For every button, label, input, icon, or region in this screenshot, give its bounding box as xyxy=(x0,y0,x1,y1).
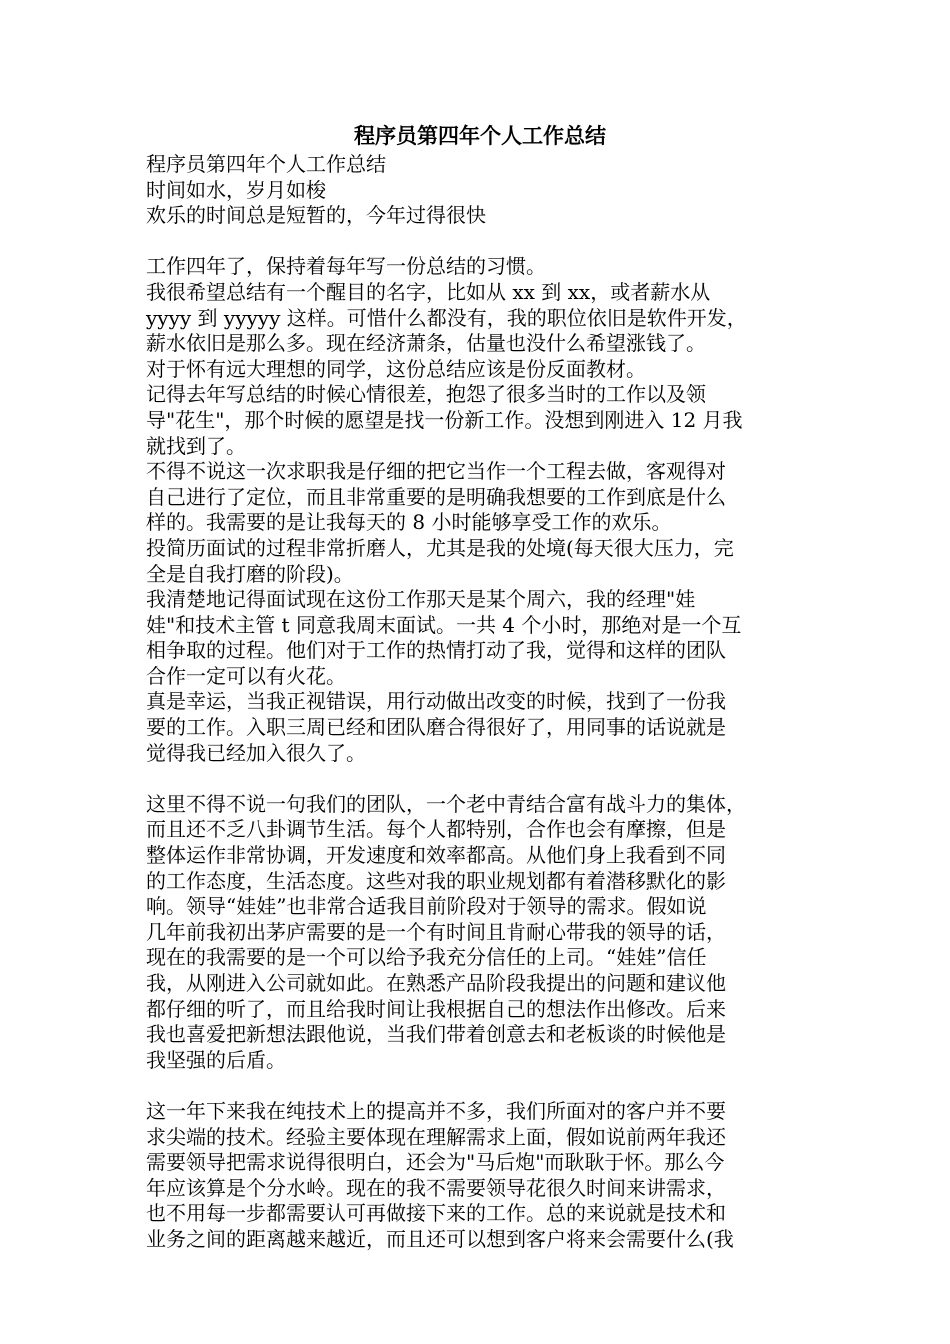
paragraph-gap xyxy=(146,766,814,792)
paragraph: 我很希望总结有一个醒目的名字，比如从 xx 到 xx，或者薪水从 yyyy 到 yyyyy 这样。可惜什么都没有，我的职位依旧是软件开发， 薪水依旧是那么多。现在经济萧条，估量也没什么希望涨钱了。 xyxy=(146,279,747,356)
document-page xyxy=(146,120,814,1253)
paragraph-gap xyxy=(146,1073,814,1099)
paragraph: 投简历面试的过程非常折磨人，尤其是我的处境(每天很大压力，完 全是自我打磨的阶段)。 xyxy=(146,535,734,586)
paragraph: 真是幸运，当我正视错误，用行动做出改变的时候，找到了一份我 要的工作。入职三周已经和团队磨合得很好了，用同事的话说就是 觉得我已经加入很久了。 xyxy=(146,689,726,765)
paragraph-gap xyxy=(146,229,814,255)
intro-line: 程序员第四年个人工作总结 xyxy=(146,152,386,176)
intro-line: 时间如水，岁月如梭 xyxy=(146,177,326,202)
paragraph: 记得去年写总结的时候心情很差，抱怨了很多当时的工作以及领 导"花生"，那个时候的愿望是找一份新工作。没想到刚进入 12 月我 就找到了。 xyxy=(146,382,743,458)
paragraph: 不得不说这一次求职我是仔细的把它当作一个工程去做，客观得对 自己进行了定位，而且非常重要的是明确我想要的工作到底是什么 样的。我需要的是让我每天的 8 小时能够享受工作的欢乐。 xyxy=(146,459,726,535)
document-title: 程序员第四年个人工作总结 xyxy=(354,123,606,148)
paragraph: 这里不得不说一句我们的团队，一个老中青结合富有战斗力的集体， 而且还不乏八卦调节生活。每个人都特别，合作也会有摩擦，但是 整体运作非常协调，开发速度和效率都高。从他们身上我看到不同 的工作态度，生活态度。这些对我的职业规划都有着潜移默化的影 响。领导“娃娃”也非常合适我目前阶段对于领导的需求。假如说 几年前我初出茅庐需要的是一个有时间且肯耐心带我的领导的话， 现在的我需要的是一个可以给予我充分信任的上司。“娃娃”信任 我，从刚进入公司就如此。在熟悉产品阶段我提出的问题和建议他 都仔细的听了，而且给我时间让我根据自己的想法作出修改。后来 我也喜爱把新想法跟他说，当我们带着创意去和老板谈的时候他是 我坚强的后盾。 xyxy=(146,791,746,1072)
paragraph: 工作四年了，保持着每年写一份总结的习惯。 xyxy=(146,254,546,279)
intro-line: 欢乐的时间总是短暂的，今年过得很快 xyxy=(146,203,486,228)
paragraph: 我清楚地记得面试现在这份工作那天是某个周六，我的经理"娃 娃"和技术主管 t 同意我周末面试。一共 4 个小时，那绝对是一个互 相争取的过程。他们对于工作的热情打动了我，觉得和这样的团队 合作一定可以有火花。 xyxy=(146,587,742,688)
paragraph: 这一年下来我在纯技术上的提高并不多，我们所面对的客户并不要 求尖端的技术。经验主要体现在理解需求上面，假如说前两年我还 需要领导把需求说得很明白，还会为"马后炮"而耿耿于怀。那么今 年应该算是个分水岭。现在的我不需要领导花很久时间来讲需求， 也不用每一步都需要认可再做接下来的工作。总的来说就是技术和 业务之间的距离越来越近，而且还可以想到客户将来会需要什么(我 xyxy=(146,1098,734,1251)
paragraph: 对于怀有远大理想的同学，这份总结应该是份反面教材。 xyxy=(146,356,646,381)
